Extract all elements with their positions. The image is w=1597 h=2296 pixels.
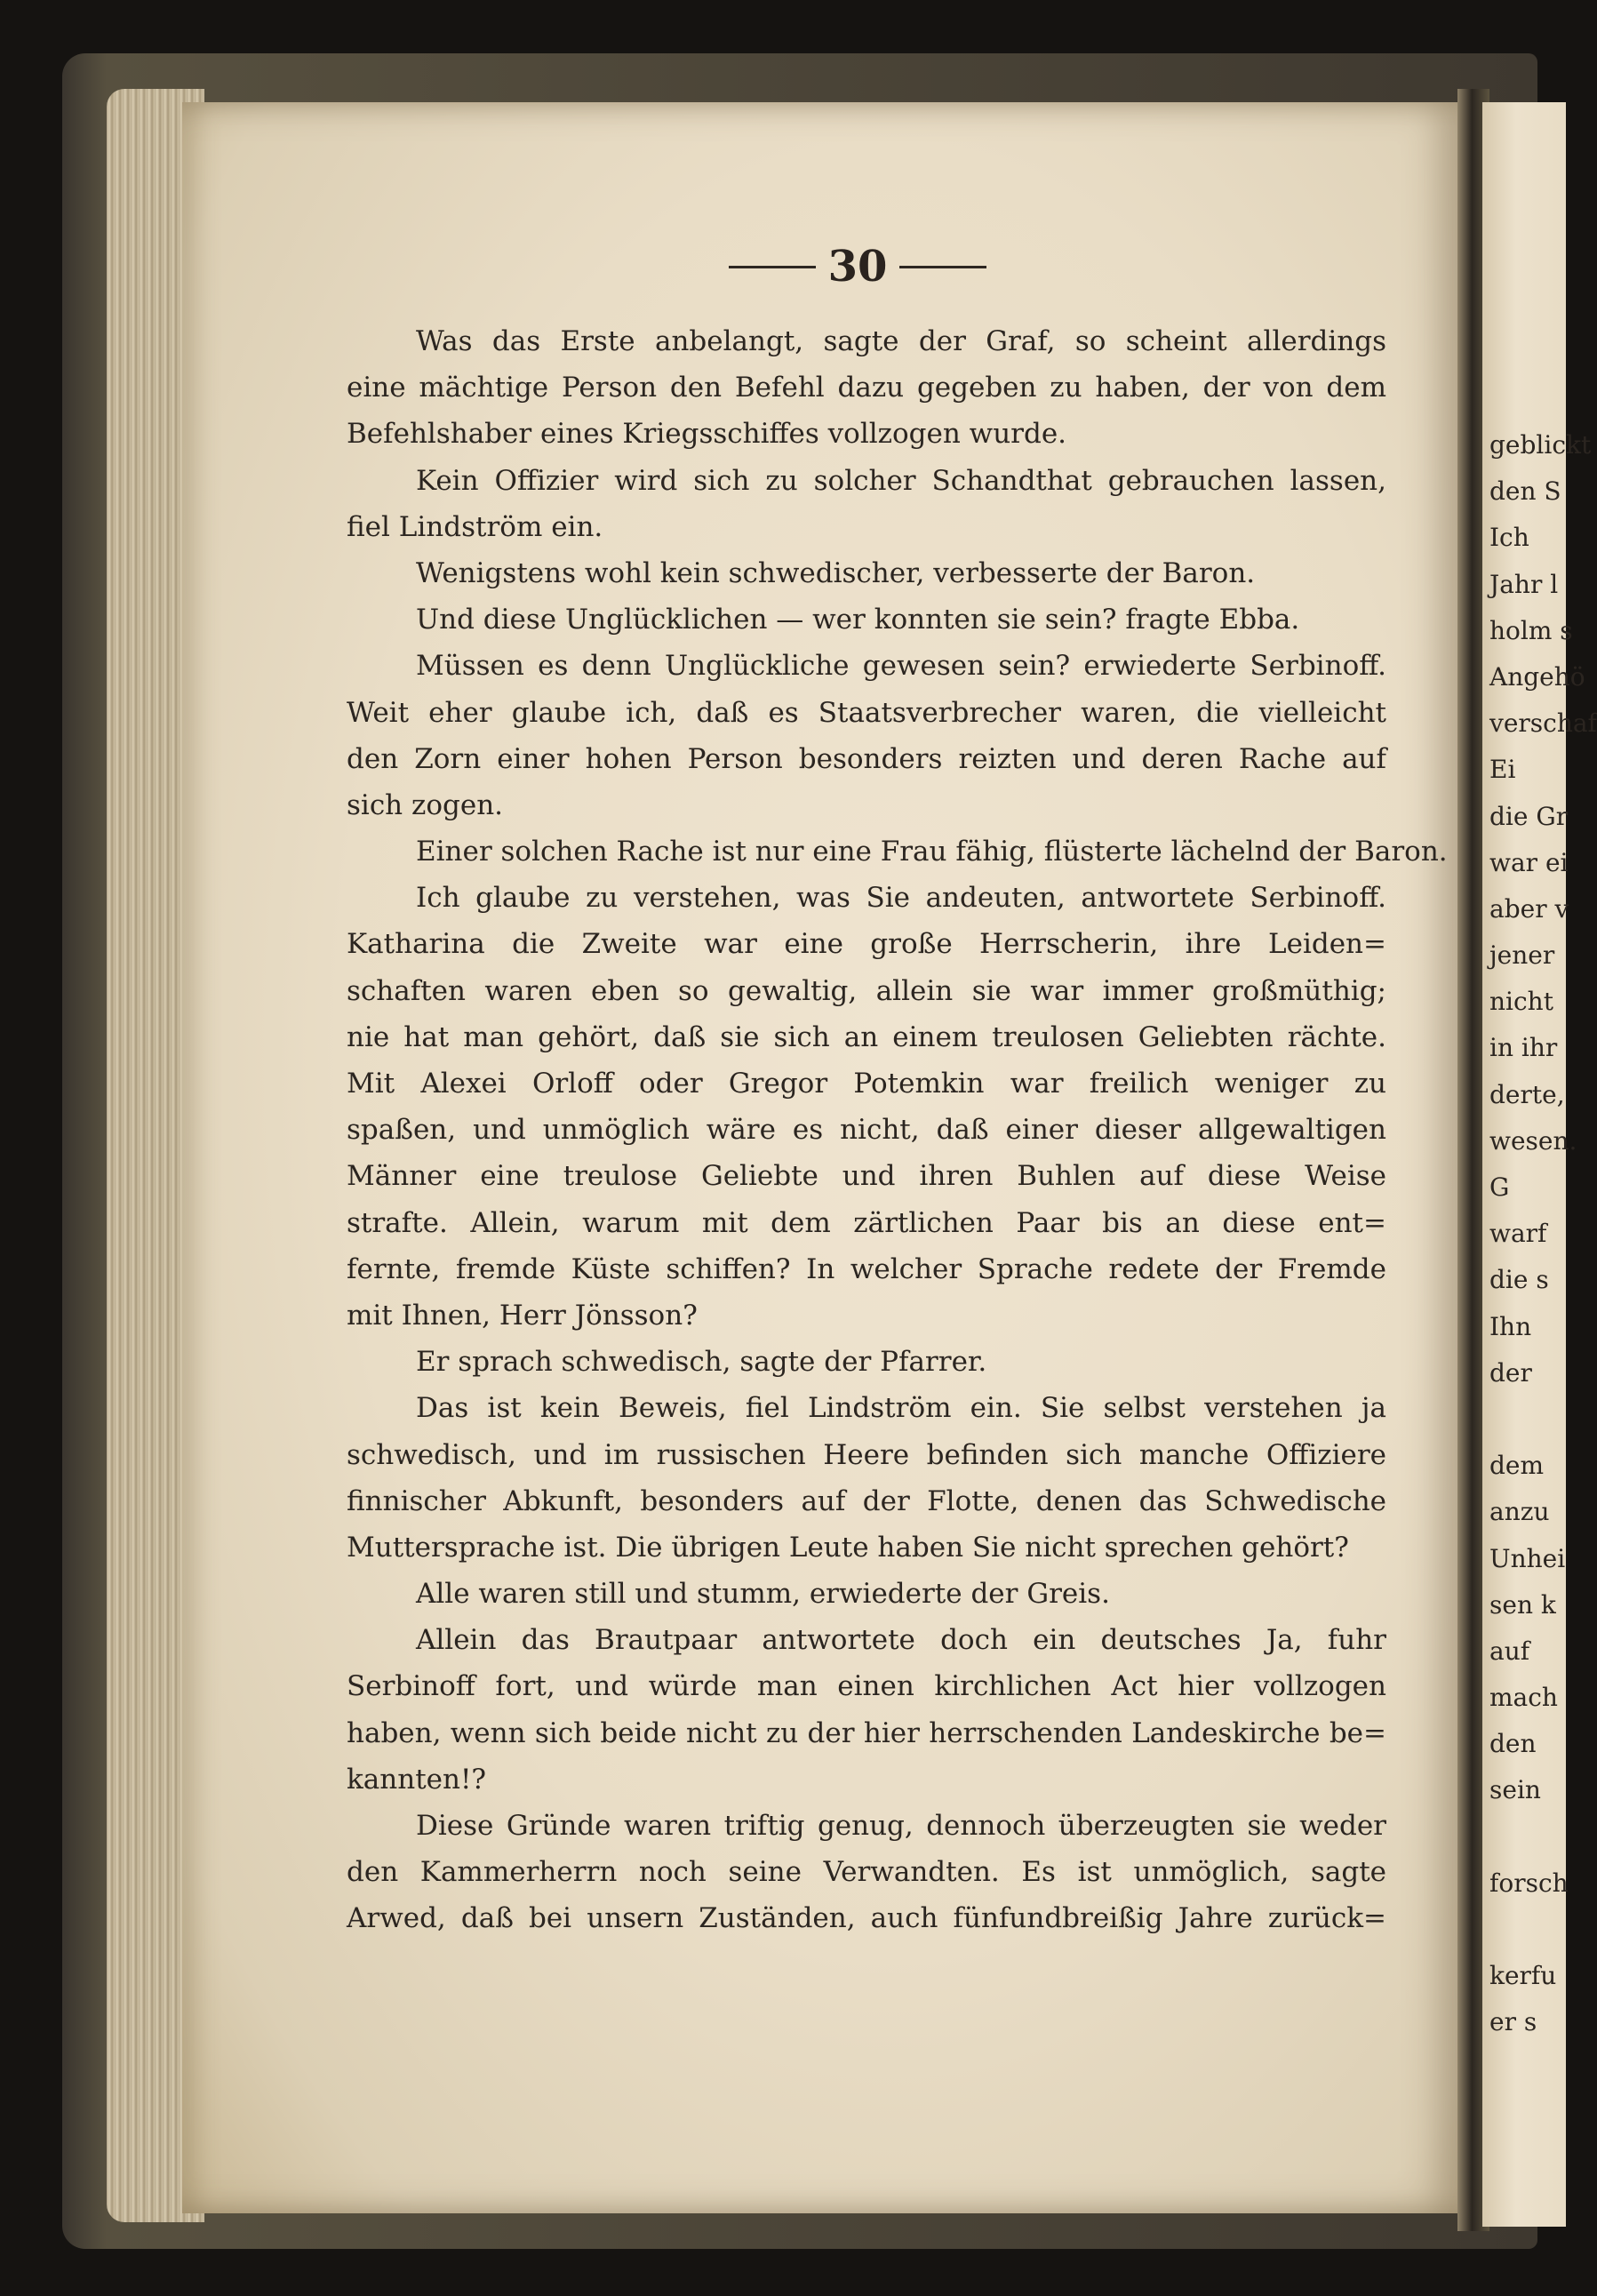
text-line: nie hat man gehört, daß sie sich an einem treulosen Geliebten rächte. [347, 1020, 1386, 1053]
text-line: sich zogen. [347, 788, 504, 821]
header-rule-right [899, 266, 986, 268]
page-number: 30 [827, 242, 888, 292]
text-line: haben, wenn sich beide nicht zu der hier herrschenden Landeskirche be= [347, 1716, 1386, 1749]
text-line: Serbinoff fort, und würde man einen kirchlichen Act hier vollzogen [347, 1670, 1386, 1703]
text-line: Mit Alexei Orloff oder Gregor Potemkin war freilich weniger zu [347, 1068, 1386, 1100]
page-header [729, 240, 986, 293]
right-page-fragment: die Gr [1489, 801, 1569, 831]
right-page-fragment: wesen. [1489, 1125, 1577, 1156]
right-page-fragment: der [1489, 1357, 1532, 1388]
body-text [347, 318, 1448, 1942]
text-line: Kein Offizier wird sich zu solcher Schandthat gebrauchen lassen, [416, 464, 1386, 497]
text-line: fiel Lindström ein. [347, 510, 603, 543]
right-page-partial [1482, 102, 1597, 2227]
text-line: Diese Gründe waren triftig genug, dennoch überzeugten sie weder [416, 1810, 1386, 1842]
text-line: Arwed, daß bei unsern Zuständen, auch fünfundbreißig Jahre zurück= [347, 1902, 1386, 1935]
text-line: schaften waren eben so gewaltig, allein sie war immer großmüthig; [347, 974, 1386, 1007]
text-line: spaßen, und unmöglich wäre es nicht, daß einer dieser allgewaltigen [347, 1114, 1386, 1147]
right-page-fragment: mach [1489, 1683, 1558, 1713]
right-page-fragment: aber v [1489, 893, 1569, 924]
text-line: finnischer Abkunft, besonders auf der Flotte, denen das Schwedische [347, 1484, 1386, 1517]
text-line: Er sprach schwedisch, sagte der Pfarrer. [416, 1346, 987, 1379]
right-page-fragment: geblickt [1489, 430, 1592, 460]
text-line: kannten!? [347, 1763, 487, 1796]
right-page-fragment: warf [1489, 1219, 1547, 1249]
text-line: Katharina die Zweite war eine große Herrscherin, ihre Leiden= [347, 928, 1386, 961]
right-page-text [1489, 422, 1596, 2046]
right-page-fragment: holm s [1489, 615, 1573, 645]
right-page-fragment: Ihn [1489, 1311, 1532, 1341]
text-line: Weit eher glaube ich, daß es Staatsverbrecher waren, die vielleicht [347, 696, 1386, 729]
text-line: eine mächtige Person den Befehl dazu gegeben zu haben, der von dem [347, 372, 1386, 404]
text-line: Das ist kein Beweis, fiel Lindström ein. Sie selbst verstehen ja [416, 1392, 1386, 1425]
right-page-fragment [1489, 1907, 1596, 1953]
right-page-fragment: Angehö [1489, 661, 1585, 692]
right-page-fragment: G [1489, 1172, 1510, 1202]
text-line: Alle waren still und stumm, erwiederte der Greis. [416, 1578, 1110, 1611]
right-page-fragment: sen k [1489, 1589, 1556, 1620]
right-page-fragment: Ich [1489, 523, 1529, 553]
text-line: schwedisch, und im russischen Heere befinden sich manche Offiziere [347, 1438, 1386, 1471]
text-line: Befehlshaber eines Kriegsschiffes vollzogen wurde. [347, 418, 1067, 451]
text-line: fernte, fremde Küste schiffen? In welcher Sprache redete der Fremde [347, 1252, 1386, 1285]
text-line: den Zorn einer hohen Person besonders reizten und deren Rache auf [347, 742, 1386, 775]
text-line: Wenigstens wohl kein schwedischer, verbesserte der Baron. [416, 556, 1256, 589]
right-page-fragment: er s [1489, 2007, 1537, 2037]
right-page-fragment: jener [1489, 940, 1555, 971]
right-page-fragment: nicht [1489, 987, 1553, 1017]
right-page-fragment: in ihr [1489, 1033, 1558, 1063]
right-page-fragment: derte, [1489, 1079, 1565, 1109]
right-page-fragment: den [1489, 1729, 1537, 1759]
text-line: Muttersprache ist. Die übrigen Leute haben Sie nicht sprechen gehört? [347, 1531, 1349, 1564]
text-line: Was das Erste anbelangt, sagte der Graf, so scheint allerdings [416, 325, 1386, 357]
header-rule-left [729, 266, 816, 268]
text-line: mit Ihnen, Herr Jönsson? [347, 1299, 698, 1332]
right-page-fragment: verschaf [1489, 708, 1597, 739]
right-page-fragment: die s [1489, 1265, 1549, 1295]
right-page-fragment: kerfu [1489, 1961, 1557, 1991]
right-page-fragment: sein [1489, 1775, 1541, 1805]
text-line: strafte. Allein, warum mit dem zärtlichen Paar bis an diese ent= [347, 1206, 1386, 1239]
right-page-fragment: Unhei [1489, 1543, 1566, 1573]
right-page-fragment [1489, 1396, 1596, 1443]
text-line: Allein das Brautpaar antwortete doch ein deutsches Ja, fuhr [416, 1624, 1386, 1657]
right-page-fragment: auf [1489, 1636, 1530, 1666]
text-line: Ich glaube zu verstehen, was Sie andeuten, antwortete Serbinoff. [416, 882, 1386, 915]
text-line: den Kammerherrn noch seine Verwandten. Es ist unmöglich, sagte [347, 1856, 1386, 1889]
right-page-fragment [1489, 1814, 1596, 1860]
right-page-fragment: forsch [1489, 1868, 1569, 1898]
text-line: Einer solchen Rache ist nur eine Frau fähig, flüsterte lächelnd der Baron. [416, 836, 1448, 868]
right-page-fragment: war ei [1489, 847, 1569, 877]
text-line: Männer eine treulose Geliebte und ihren Buhlen auf diese Weise [347, 1160, 1386, 1193]
text-line: Müssen es denn Unglückliche gewesen sein? erwiederte Serbinoff. [416, 650, 1386, 683]
text-line: Und diese Unglücklichen — wer konnten sie sein? fragte Ebba. [416, 604, 1300, 636]
right-page-fragment: Jahr l [1489, 569, 1559, 599]
right-page-fragment: anzu [1489, 1497, 1550, 1527]
right-page-fragment: Ei [1489, 755, 1516, 785]
right-page-fragment: den S [1489, 476, 1561, 507]
right-page-fragment: dem [1489, 1451, 1545, 1481]
